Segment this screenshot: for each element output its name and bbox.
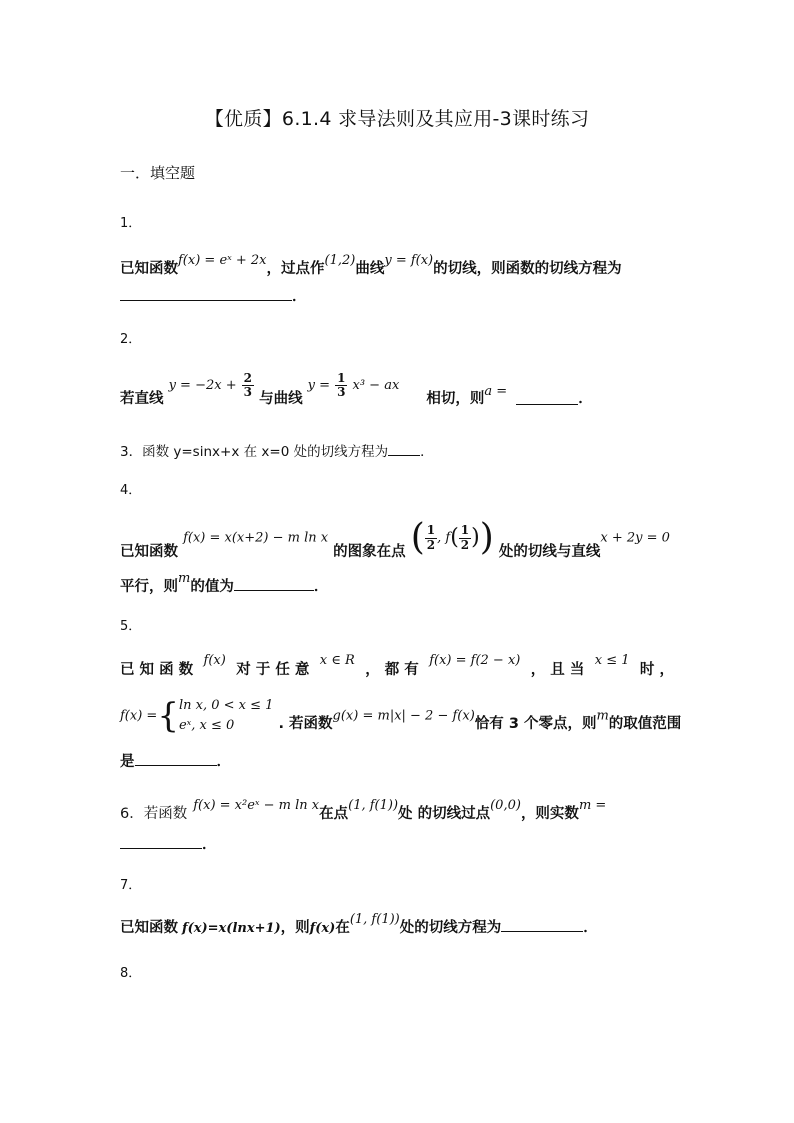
q4-line: x + 2y = 0 <box>600 530 670 546</box>
q4-function: f(x) = x(x+2) − m ln x <box>183 530 329 546</box>
q4-comma-f: , f <box>437 530 451 546</box>
q2-pre: 若直线 <box>120 391 164 408</box>
q1-end: ． <box>292 289 307 305</box>
q5-end: ． <box>216 754 231 770</box>
q5-l1-mid2: ， 都 有 <box>365 662 419 678</box>
q4-half-fraction <box>425 524 437 551</box>
q1-curve: y = f(x) <box>384 253 434 268</box>
q7-post: 处的切线方程为 <box>399 920 502 936</box>
q5-xr: x ∈ R <box>319 653 355 668</box>
q2-var: a = <box>484 384 508 400</box>
q3-text: 3．函数 y=sinx+x 在 x=0 处的切线方程为 <box>120 444 389 460</box>
q5-f: f(x) <box>203 653 226 668</box>
q5-m: m <box>596 708 609 724</box>
question-6-line-1 <box>120 798 607 822</box>
q5-case-1: ln x, 0 < x ≤ 1 <box>178 698 274 713</box>
q7-point: (1, f(1)) <box>349 912 400 927</box>
q4-end: ． <box>313 579 329 595</box>
q6-end: ． <box>202 837 217 853</box>
q2-line-fraction <box>242 372 254 399</box>
q4-mid2: 处的切线与直线 <box>498 543 601 560</box>
q3-end: ． <box>420 444 434 460</box>
question-4-line-2 <box>120 571 329 595</box>
q6-origin: (0,0) <box>490 798 521 813</box>
q1-pre: 已知函数 <box>120 261 178 277</box>
q5-g: g(x) = m|x| − 2 − f(x) <box>332 708 475 724</box>
q4-l2-post: 的值为 <box>190 579 234 595</box>
q6-num-pre: 6．若函数 <box>120 806 188 822</box>
q4-half-numerator-2: 1 <box>460 523 470 538</box>
q2-curve-denominator: 3 <box>337 385 346 400</box>
q7-fx: f(x) <box>309 921 336 936</box>
answer-blank-2[interactable] <box>516 403 578 405</box>
q5-symmetry: f(x) = f(2 − x) <box>429 653 521 668</box>
q6-m: m = <box>578 798 607 813</box>
q4-l2-pre: 平行，则 <box>120 579 178 595</box>
q4-open-paren: ( <box>410 517 425 558</box>
q2-end: ． <box>578 391 593 408</box>
question-1-line-2 <box>120 290 307 305</box>
answer-blank-7[interactable] <box>501 930 583 932</box>
q5-l1-end: 时 ， <box>639 662 674 678</box>
q2-curve-numerator: 1 <box>337 371 346 385</box>
q5-l1-mid3: ， 且 当 <box>530 662 585 678</box>
q7-mid2: 在 <box>335 920 350 936</box>
q1-mid1: ，过点作 <box>266 261 325 277</box>
q2-post: 相切，则 <box>426 391 485 408</box>
q4-inner-open: ( <box>450 525 459 550</box>
q7-function: f(x)=x(lnx+1) <box>182 921 281 936</box>
q2-curve-rest: x³ − ax <box>352 378 400 394</box>
q5-l1-mid1: 对 于 任 意 <box>236 662 310 678</box>
q1-mid2: 曲线 <box>355 261 385 277</box>
question-number-8: 8． <box>120 966 142 981</box>
question-number-5: 5． <box>120 619 142 634</box>
question-5-line-3 <box>120 755 231 770</box>
q5-brace: { <box>157 696 179 737</box>
q2-mid: 与曲线 <box>259 391 303 408</box>
q4-half-denominator-2: 2 <box>460 537 470 552</box>
question-3 <box>120 440 434 460</box>
q4-half-denominator: 2 <box>426 537 436 552</box>
question-5-line-2 <box>120 696 681 736</box>
q7-mid1: ，则 <box>280 920 310 936</box>
q5-case-2: eˣ, x ≤ 0 <box>178 718 235 734</box>
q5-cond: x ≤ 1 <box>594 653 630 668</box>
q1-function: f(x) = eˣ + 2x <box>178 253 267 268</box>
section-heading: 一．填空题 <box>120 164 196 182</box>
answer-blank-5[interactable] <box>135 764 217 766</box>
q6-function: f(x) = x²eˣ − m ln x <box>193 798 320 813</box>
q6-mid1: 在点 <box>319 806 349 822</box>
q5-l2-mid: . 若函数 <box>278 715 333 732</box>
answer-blank-6[interactable] <box>120 847 202 849</box>
q5-l1-pre: 已 知 函 数 <box>120 662 194 678</box>
q2-line-eq: y = −2x + <box>168 378 237 394</box>
q6-point: (1, f(1)) <box>348 798 399 813</box>
q2-line-numerator: 2 <box>243 371 253 385</box>
q1-point: (1,2) <box>324 253 356 268</box>
q7-end: ． <box>583 920 598 936</box>
q5-cases <box>179 696 273 736</box>
q5-l2-end: 的取值范围 <box>608 715 682 732</box>
answer-blank-1[interactable] <box>120 299 292 301</box>
q5-fx-lhs: f(x) = <box>120 708 158 724</box>
q2-curve-fraction <box>335 372 347 399</box>
q4-half-numerator: 1 <box>426 523 436 538</box>
question-7-line-1 <box>120 912 598 936</box>
q6-post: ，则实数 <box>520 806 579 822</box>
q7-pre: 已知函数 <box>120 920 178 936</box>
question-4-line-1 <box>120 517 670 560</box>
question-number-4: 4． <box>120 483 142 498</box>
q4-mid1: 的图象在点 <box>333 543 406 560</box>
q1-post: 的切线，则函数的切线方程为 <box>433 261 622 277</box>
q5-l3-pre: 是 <box>120 754 135 770</box>
question-1-line-1 <box>120 253 622 277</box>
q2-curve-eq: y = <box>307 378 331 394</box>
question-6-line-2 <box>120 838 217 853</box>
page-title: 【优质】6.1.4 求导法则及其应用-3课时练习 <box>204 108 590 130</box>
q4-inner-close: ) <box>471 525 480 550</box>
question-number-1: 1． <box>120 216 142 231</box>
question-2-line-1 <box>120 371 593 408</box>
q5-l2-post: 恰有 3 个零点，则 <box>474 715 597 732</box>
question-number-7: 7． <box>120 878 142 893</box>
q2-line-denominator: 3 <box>243 385 253 400</box>
q6-mid2: 处 的切线过点 <box>398 806 491 822</box>
q4-close-paren: ) <box>479 517 494 558</box>
question-number-2: 2． <box>120 332 142 347</box>
q4-m: m <box>178 571 191 586</box>
q4-half-fraction-2 <box>459 524 471 551</box>
q4-pre: 已知函数 <box>120 543 178 560</box>
answer-blank-4[interactable] <box>234 589 314 591</box>
question-5-line-1 <box>120 653 674 678</box>
answer-blank-3[interactable] <box>388 454 420 456</box>
